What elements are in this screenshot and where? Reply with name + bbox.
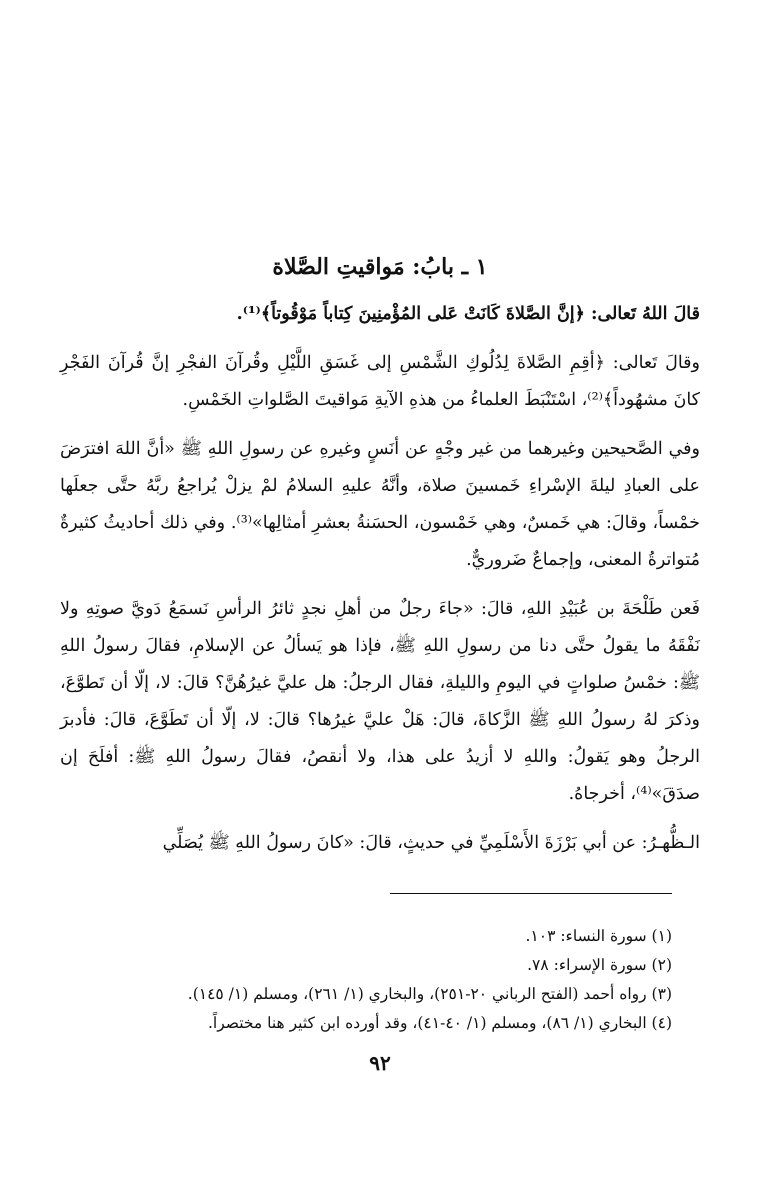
paragraph-hadith-talha: فَعن طَلْحَةَ بن عُبَيْدِ اللهِ، قالَ: «جاءَ رجلٌ من أهلِ نجدٍ ثائرُ الرأسِ نَسمَعُ دَويَّ صوتِهِ ولا نَفْقَهُ ما يقولُ حتَّى دنا من رسولِ اللهِ ﷺ، فإذا هو يَسألُ عن الإسلامِ، فقالَ رسولُ اللهِ ﷺ: خمْسُ صلواتٍ في اليومِ والليلةِ، فقال الرجلُ: هل عليَّ غيرُهُنَّ؟ قالَ: لا، إلّا أن تَطوَّعَ، وذكرَ لهُ رسولُ اللهِ ﷺ الزَّكاةَ، قالَ: هَلْ عليَّ غيرُها؟ قالَ: لا، إلّا أن تَطَوَّعَ، قالَ: فأدبرَ الرجلُ وهو يَقولُ: واللهِ لا أزيدُ على هذا، ولا أنقصُ، فقالَ رسولُ اللهِ ﷺ: أفلَحَ إن صدَقَ»⁽⁴⁾، أخرجاهُ. bbox=[60, 599, 700, 804]
footnote-1: (١) سورة النساء: ١٠٣. bbox=[525, 927, 672, 945]
footnote-3: (٣) رواه أحمد (الفتح الرباني ٢٠-٢٥١)، والبخاري (١/ ٢٦١)، ومسلم (١/ ١٤٥). bbox=[187, 985, 672, 1003]
paragraph-verse-1: قالَ اللهُ تَعالى: ﴿إنَّ الصَّلاةَ كَانَتْ عَلى المُؤْمنِينَ كِتاباً مَوْقُوتاً﴾⁽¹⁾. bbox=[236, 304, 700, 324]
main-text bbox=[60, 250, 700, 874]
footnote-4: (٤) البخاري (١/ ٨٦)، ومسلم (١/ ٤٠-٤١)، وقد أورده ابن كثير هنا مختصراً. bbox=[207, 1014, 672, 1032]
footnotes bbox=[130, 922, 672, 1038]
page-number: ٩٢ bbox=[369, 1051, 391, 1075]
paragraph-hadith-anas: وفي الصَّحيحين وغيرهما من غير وجْهٍ عن أنَسٍ وغيرهِ عن رسولِ اللهِ ﷺ «أنَّ اللهَ افترَضَ على العبادِ ليلةَ الإسْراءِ خَمسينَ صلاة، وأنَّهُ عليهِ السلامُ لمْ يزلْ يُراجعُ ربَّهُ حتَّى جعلَها خمْساً، وقالَ: هي خَمسٌ، وهي خَمْسون، الحسَنةُ بعشرِ أمثالِها»⁽³⁾. وفي ذلك أحاديثُ كثيرةٌ مُتواترةُ المعنى، وإجماعٌ ضَروريٌّ. bbox=[60, 439, 701, 570]
footnote-divider bbox=[390, 893, 672, 894]
footnote-2: (٢) سورة الإسراء: ٧٨. bbox=[527, 956, 672, 974]
paragraph-dhuhr: الـظُّهـرُ: عن أبي بَرْزَةَ الأَسْلَمِيِّ في حديثٍ، قالَ: «كانَ رسولُ اللهِ ﷺ يُصَلِّي bbox=[162, 833, 700, 853]
chapter-title: ١ ـ بابُ: مَواقيتِ الصَّلاة bbox=[272, 254, 488, 280]
paragraph-verse-2: وقالَ تَعالى: ﴿أقِمِ الصَّلاةَ لِدُلُوكِ الشَّمْسِ إلى غَسَقِ اللَّيْلِ وقُرآنَ الفجْرِ إنَّ قُرآنَ الفَجْرِ كانَ مشهُوداً﴾⁽²⁾، اسْتَنْبَطَ العلماءُ من هذهِ الآيةِ مَواقيتَ الصَّلواتِ الخَمْسِ. bbox=[60, 353, 700, 410]
